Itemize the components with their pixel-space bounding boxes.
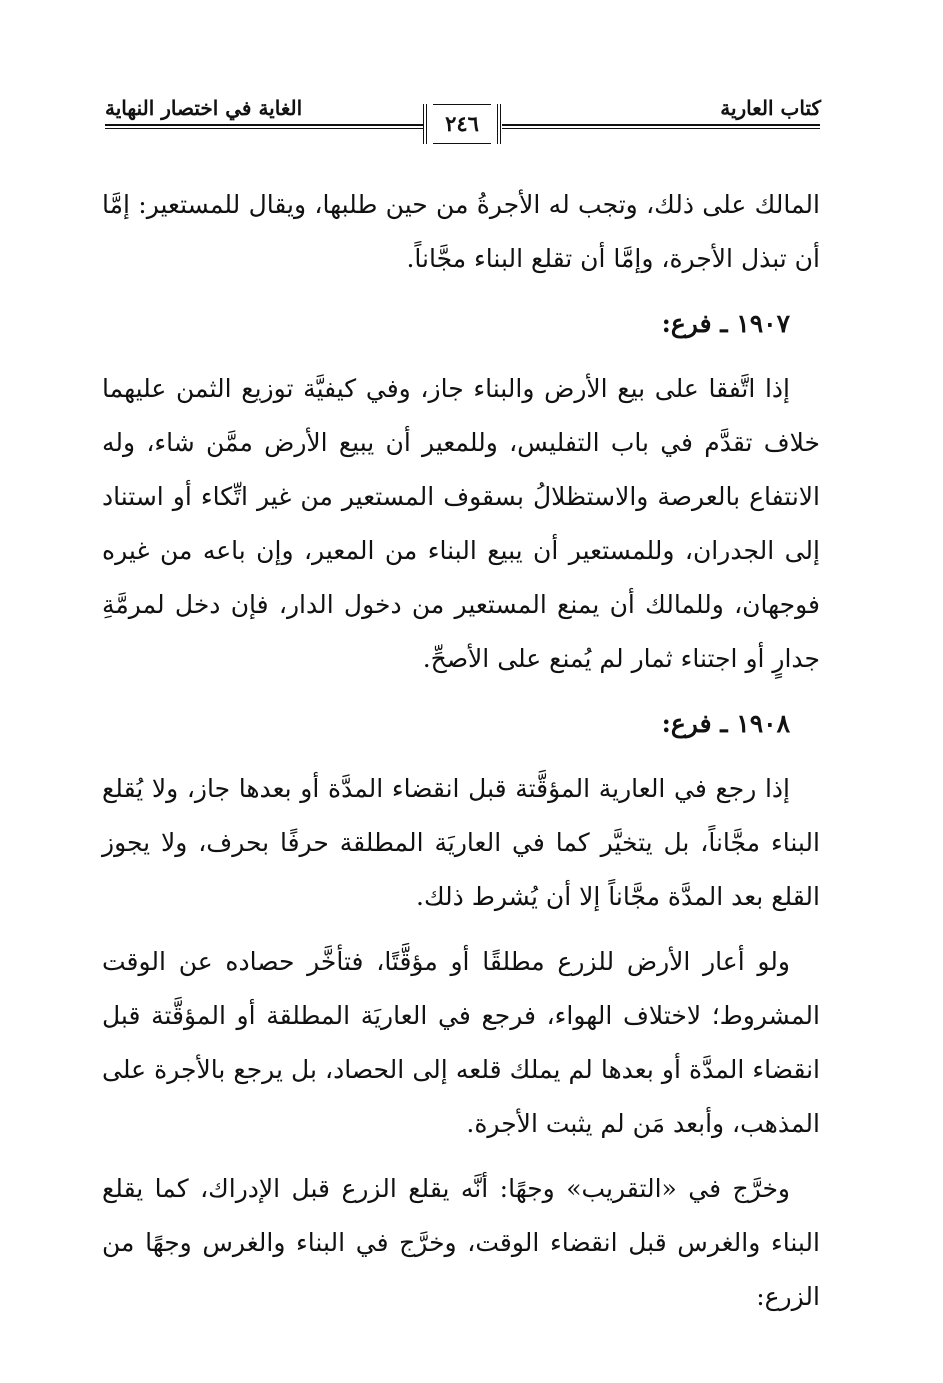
paragraph: وخرَّج في «التقريب» وجهًا: أنَّه يقلع الزرع قبل الإدراك، كما يقلع البناء والغرس قبل انقضاء الوقت، وخرَّج في البناء والغرس وجهًا من الزرع: xyxy=(102,1174,820,1311)
running-head-chapter: كتاب العارية xyxy=(720,96,821,120)
section-heading: ١٩٠٧ ـ فرع: xyxy=(661,309,790,338)
page-body xyxy=(102,178,820,1335)
section-heading: ١٩٠٨ ـ فرع: xyxy=(661,709,790,738)
paragraph: ولو أعار الأرض للزرع مطلقًا أو مؤقَّتًا، فتأخَّر حصاده عن الوقت المشروط؛ لاختلاف الهواء، فرجع في العاريَة المطلقة أو المؤقَّتة قبل انقضاء المدَّة أو بعدها لم يملك قلعه إلى الحصاد، بل يرجع بالأجرة على المذهب، وأبعد مَن لم يثبت الأجرة. xyxy=(102,947,820,1138)
paragraph: المالك على ذلك، وتجب له الأجرةُ من حين طلبها، ويقال للمستعير: إمَّا أن تبذل الأجرة، وإمَّا أن تقلع البناء مجَّاناً. xyxy=(102,190,820,273)
header-rule-left xyxy=(105,124,423,129)
paragraph: إذا رجع في العارية المؤقَّتة قبل انقضاء المدَّة أو بعدها جاز، ولا يُقلع البناء مجَّاناً، بل يتخيَّر كما في العاريَة المطلقة حرفًا بحرف، ولا يجوز القلع بعد المدَّة مجَّاناً إلا أن يُشرط ذلك. xyxy=(102,774,820,911)
paragraph: إذا اتَّفقا على بيع الأرض والبناء جاز، وفي كيفيَّة توزيع الثمن عليهما خلاف تقدَّم في باب التفليس، وللمعير أن يبيع الأرض ممَّن شاء، وله الانتفاع بالعرصة والاستظلالُ بسقوف المستعير من غير اتِّكاء أو استناد إلى الجدران، وللمستعير أن يبيع البناء من المعير، وإن باعه من غيره فوجهان، وللمالك أن يمنع المستعير من دخول الدار، فإن دخل لمرمَّةِ جدارٍ أو اجتناء ثمار لم يُمنع على الأصحِّ. xyxy=(102,374,820,673)
page-number: ٢٤٦ xyxy=(423,104,501,144)
header-rule-right xyxy=(502,124,820,129)
running-head-title: الغاية في اختصار النهاية xyxy=(105,96,303,120)
page-header xyxy=(0,0,943,175)
